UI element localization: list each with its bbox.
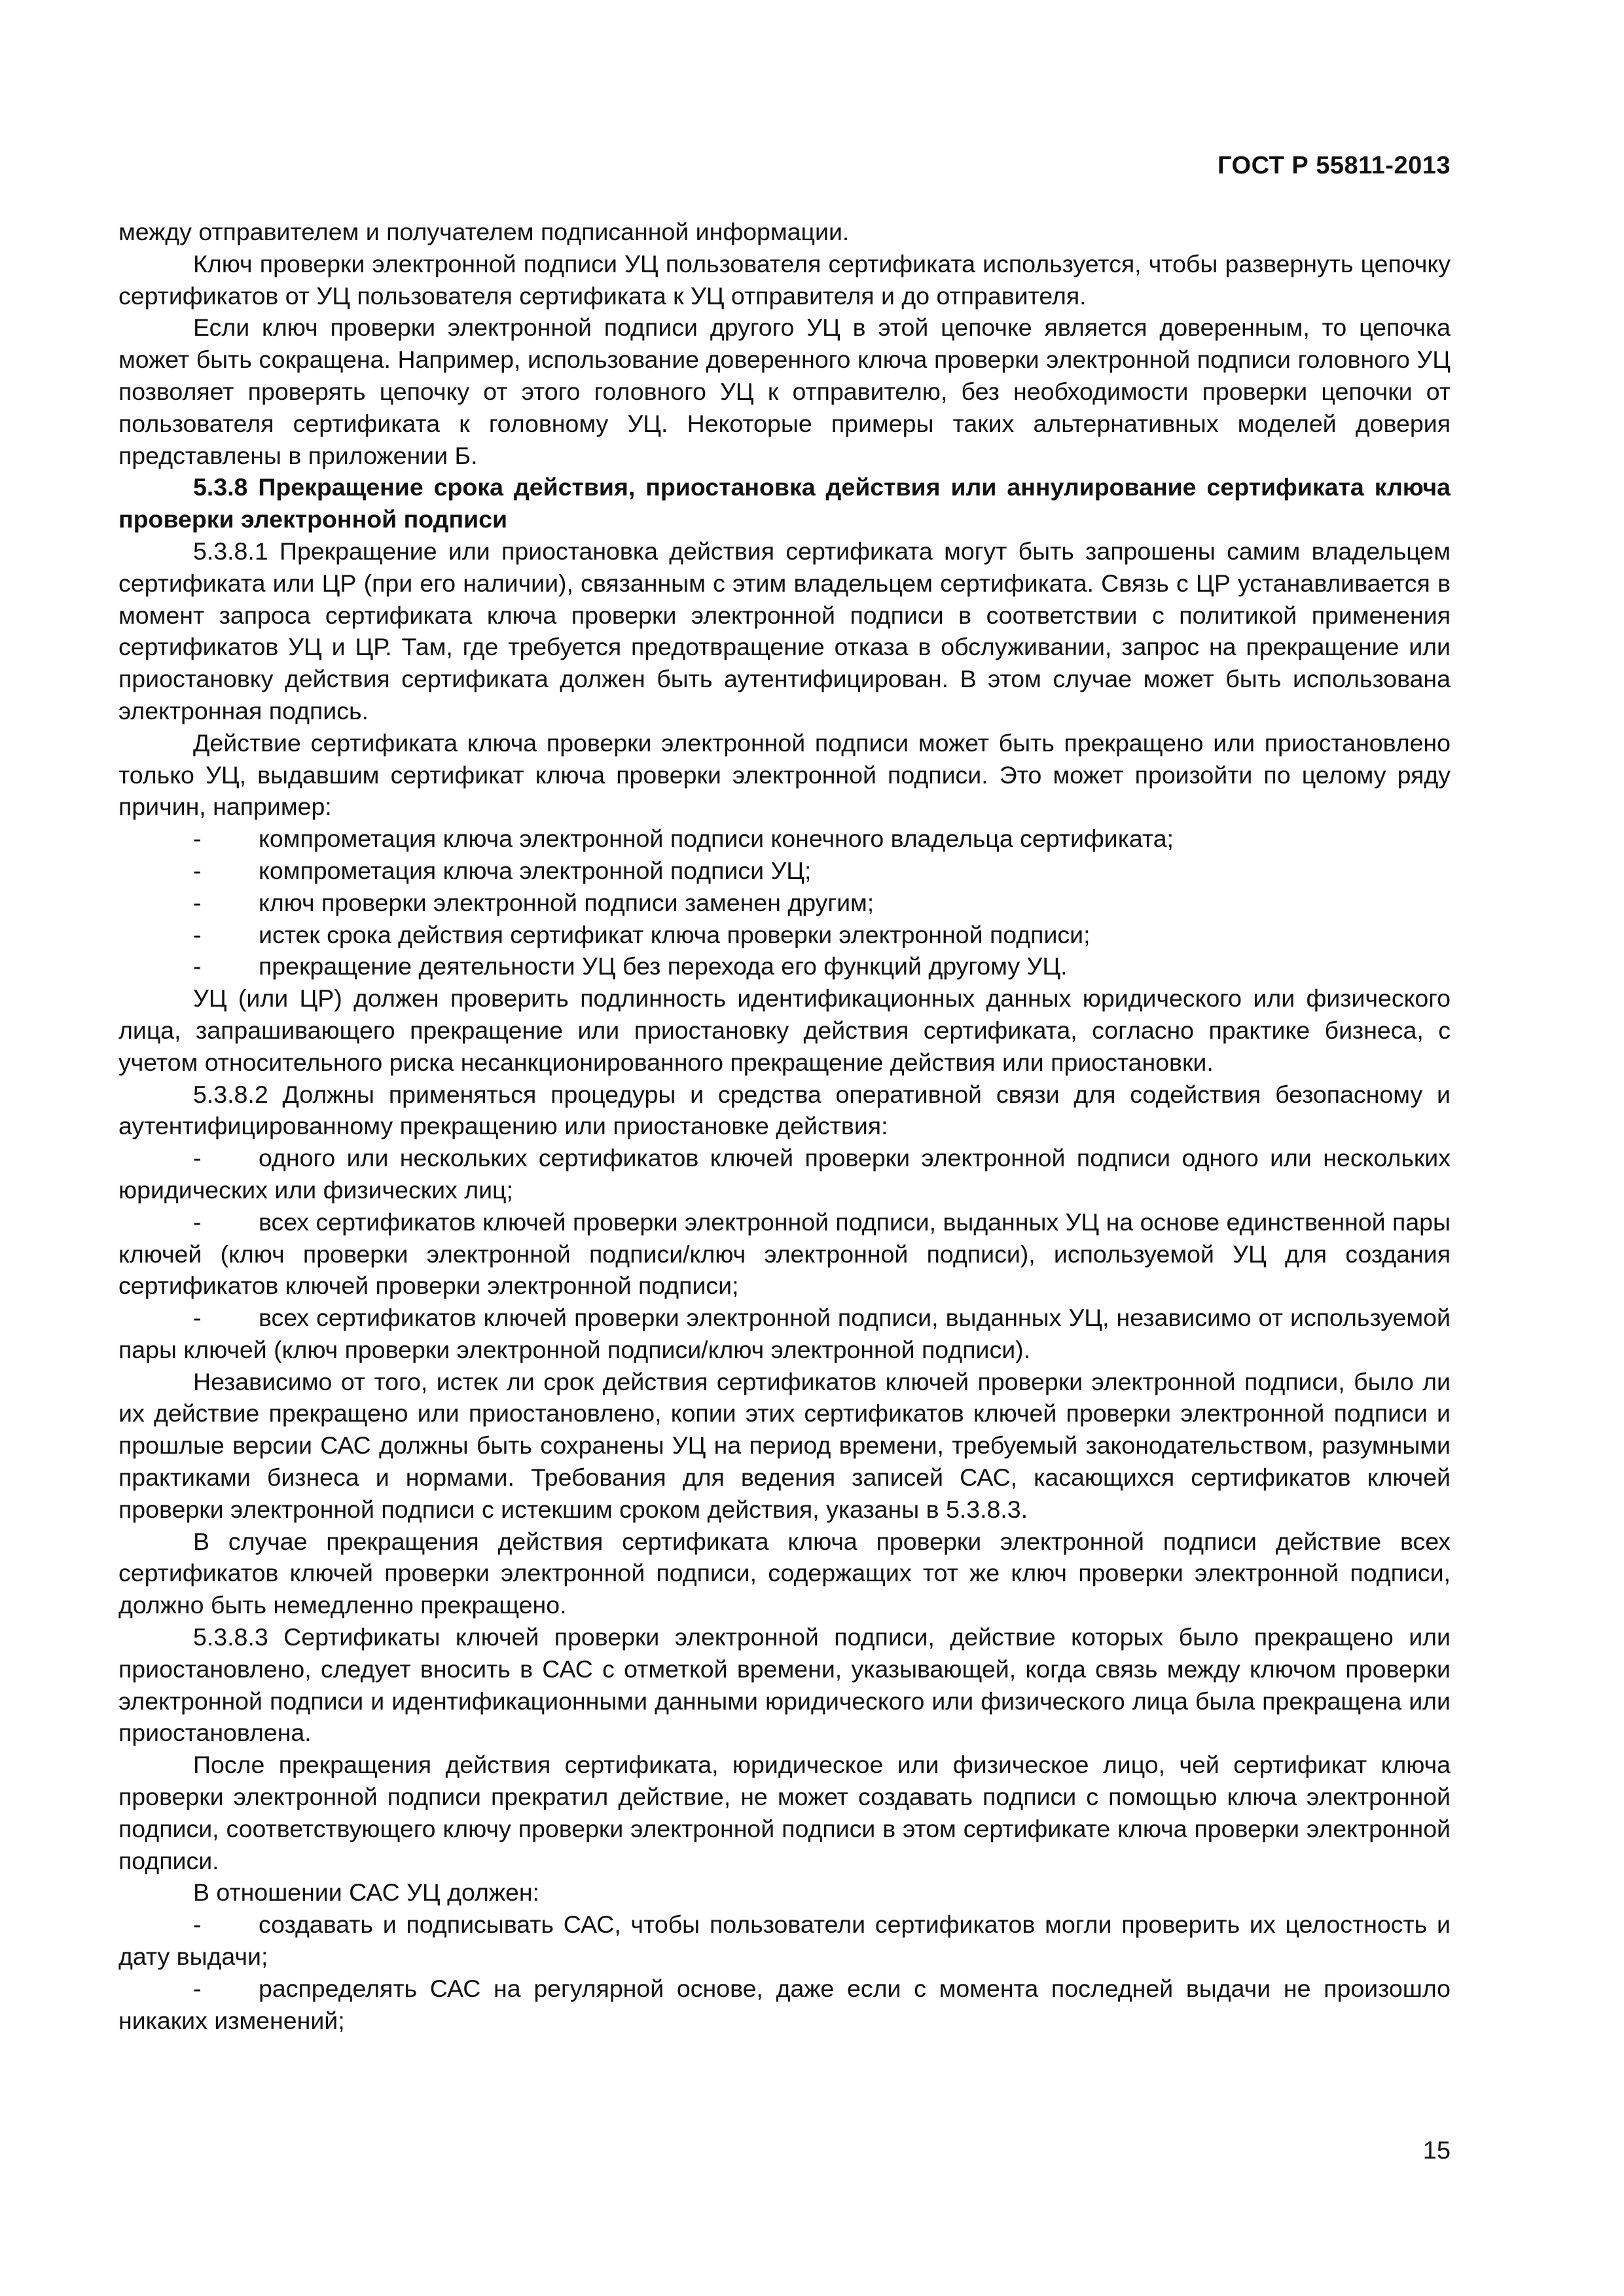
standard-header: ГОСТ Р 55811-2013: [1217, 152, 1451, 179]
paragraph-text: Сертификаты ключей проверки электронной подписи, действие которых было прекращено или приостановлено, следует вносить в САС с отметкой времени, указывающей, когда связь между ключом проверки электронной подписи и идентификационными данными юридического или физического лица была прекращена или приостановлена.: [118, 1623, 1451, 1747]
subsection-paragraph: [118, 535, 1451, 727]
list-dash: -: [193, 1974, 202, 2002]
list-item-text: компрометация ключа электронной подписи УЦ;: [259, 856, 812, 884]
paragraph-text: Если ключ проверки электронной подписи другого УЦ в этой цепочке является доверенным, то цепочка может быть сокращена. Например, использование доверенного ключа проверки электронной подписи головного УЦ позволяет проверять цепочку от этого головного УЦ к отправителю, без необходимости проверки цепочки от пользователя сертификата к головному УЦ. Некоторые примеры таких альтернативных моделей доверия представлены в приложении Б.: [118, 314, 1451, 469]
paragraph: [118, 1526, 1451, 1621]
paragraph-text: Действие сертификата ключа проверки электронной подписи может быть прекращено или приостановлено только УЦ, выдавшим сертификат ключа проверки электронной подписи. Это может произойти по целому ряду причин, например:: [118, 728, 1451, 821]
list-item-text: распределять САС на регулярной основе, даже если с момента последней выдачи не произошло никаких изменений;: [118, 1974, 1451, 2034]
paragraph-text: В случае прекращения действия сертификата ключа проверки электронной подписи действие всех сертификатов ключей проверки электронной подписи, содержащих тот же ключ проверки электронной подписи, должно быть немедленно прекращено.: [118, 1527, 1451, 1619]
list-item-text: всех сертификатов ключей проверки электронной подписи, выданных УЦ, независимо от используемой пары ключей (ключ проверки электронной подписи/ключ электронной подписи).: [118, 1304, 1451, 1363]
section-heading: [118, 471, 1451, 535]
paragraph: [118, 216, 1451, 248]
list-item: [118, 887, 1451, 919]
list-item-text: ключ проверки электронной подписи заменен другим;: [259, 888, 875, 916]
paragraph-text: УЦ (или ЦР) должен проверить подлинность идентификационных данных юридического или физического лица, запрашивающего прекращение или приостановку действия сертификата, согласно практике бизнеса, с учетом относительного риска несанкционированного прекращение действия или приостановки.: [118, 984, 1451, 1076]
list-item-text: истек срока действия сертификат ключа проверки электронной подписи;: [259, 920, 1091, 948]
subsection-number: 5.3.8.1: [193, 537, 268, 565]
document-body: [118, 216, 1451, 2036]
page-number: 15: [1422, 2137, 1451, 2164]
list-dash: -: [193, 1208, 202, 1236]
subsection-paragraph: [118, 1621, 1451, 1749]
paragraph: [118, 248, 1451, 312]
list-item: [118, 1142, 1451, 1206]
list-item-text: прекращение деятельности УЦ без перехода его функций другому УЦ.: [259, 952, 1068, 980]
list-item: [118, 1973, 1451, 2037]
list-dash: -: [193, 856, 202, 884]
list-item: [118, 950, 1451, 982]
list-item: [118, 823, 1451, 855]
paragraph-text: Прекращение или приостановка действия сертификата могут быть запрошены самим владельцем сертификата или ЦР (при его наличии), связанным с этим владельцем сертификата. Связь с ЦР устанавливается в момент запроса сертификата ключа проверки электронной подписи в соответствии с политикой применения сертификатов УЦ и ЦР. Там, где требуется предотвращение отказа в обслуживании, запрос на прекращение или приостановку действия сертификата должен быть аутентифицирован. В этом случае может быть использована электронная подпись.: [118, 537, 1451, 725]
list-dash: -: [193, 825, 202, 853]
section-number: 5.3.8: [193, 473, 248, 501]
list-dash: -: [193, 952, 202, 980]
paragraph: [118, 727, 1451, 823]
paragraph-text: Должны применяться процедуры и средства оперативной связи для содействия безопасному и аутентифицированному прекращению или приостановке действия:: [118, 1080, 1451, 1140]
list-dash: -: [193, 888, 202, 916]
list-item: [118, 919, 1451, 951]
list-item-text: всех сертификатов ключей проверки электронной подписи, выданных УЦ на основе единственной пары ключей (ключ проверки электронной подписи/ключ электронной подписи), используемой УЦ для создания сертификатов ключей проверки электронной подписи;: [118, 1208, 1451, 1300]
paragraph: [118, 1366, 1451, 1526]
list-item-text: одного или нескольких сертификатов ключей проверки электронной подписи одного или нескольких юридических или физических лиц;: [118, 1144, 1451, 1204]
paragraph-text: После прекращения действия сертификата, юридическое или физическое лицо, чей сертификат ключа проверки электронной подписи прекратил действие, не может создавать подписи с помощью ключа электронной подписи, соответствующего ключу проверки электронной подписи в этом сертификате ключа проверки электронной подписи.: [118, 1751, 1451, 1874]
section-title: Прекращение срока действия, приостановка действия или аннулирование сертификата ключа проверки электронной подписи: [118, 473, 1451, 533]
paragraph: [118, 1876, 1451, 1909]
list-item: [118, 855, 1451, 887]
list-item: [118, 1909, 1451, 1973]
paragraph-text: В отношении САС УЦ должен:: [193, 1878, 539, 1907]
list-item-text: компрометация ключа электронной подписи конечного владельца сертификата;: [259, 825, 1174, 853]
list-dash: -: [193, 1304, 202, 1332]
list-dash: -: [193, 1910, 202, 1939]
list-item-text: создавать и подписывать САС, чтобы пользователи сертификатов могли проверить их целостность и дату выдачи;: [118, 1910, 1451, 1971]
subsection-number: 5.3.8.3: [193, 1623, 268, 1651]
subsection-number: 5.3.8.2: [193, 1080, 268, 1108]
paragraph: [118, 312, 1451, 471]
list-item: [118, 1302, 1451, 1366]
paragraph-text: Ключ проверки электронной подписи УЦ пользователя сертификата используется, чтобы развернуть цепочку сертификатов от УЦ пользователя сертификата к УЦ отправителя и до отправителя.: [118, 249, 1451, 310]
subsection-paragraph: [118, 1079, 1451, 1143]
paragraph-text: Независимо от того, истек ли срок действия сертификатов ключей проверки электронной подписи, было ли их действие прекращено или приостановлено, копии этих сертификатов ключей проверки электронной подписи и прошлые версии САС должны быть сохранены УЦ на период времени, требуемый законодательством, разумными практиками бизнеса и нормами. Требования для ведения записей САС, касающихся сертификатов ключей проверки электронной подписи с истекшим сроком действия, указаны в 5.3.8.3.: [118, 1367, 1451, 1523]
list-dash: -: [193, 920, 202, 948]
paragraph: [118, 982, 1451, 1078]
paragraph: [118, 1749, 1451, 1876]
paragraph-text: между отправителем и получателем подписанной информации.: [118, 218, 850, 245]
list-item: [118, 1206, 1451, 1302]
list-dash: -: [193, 1144, 202, 1172]
